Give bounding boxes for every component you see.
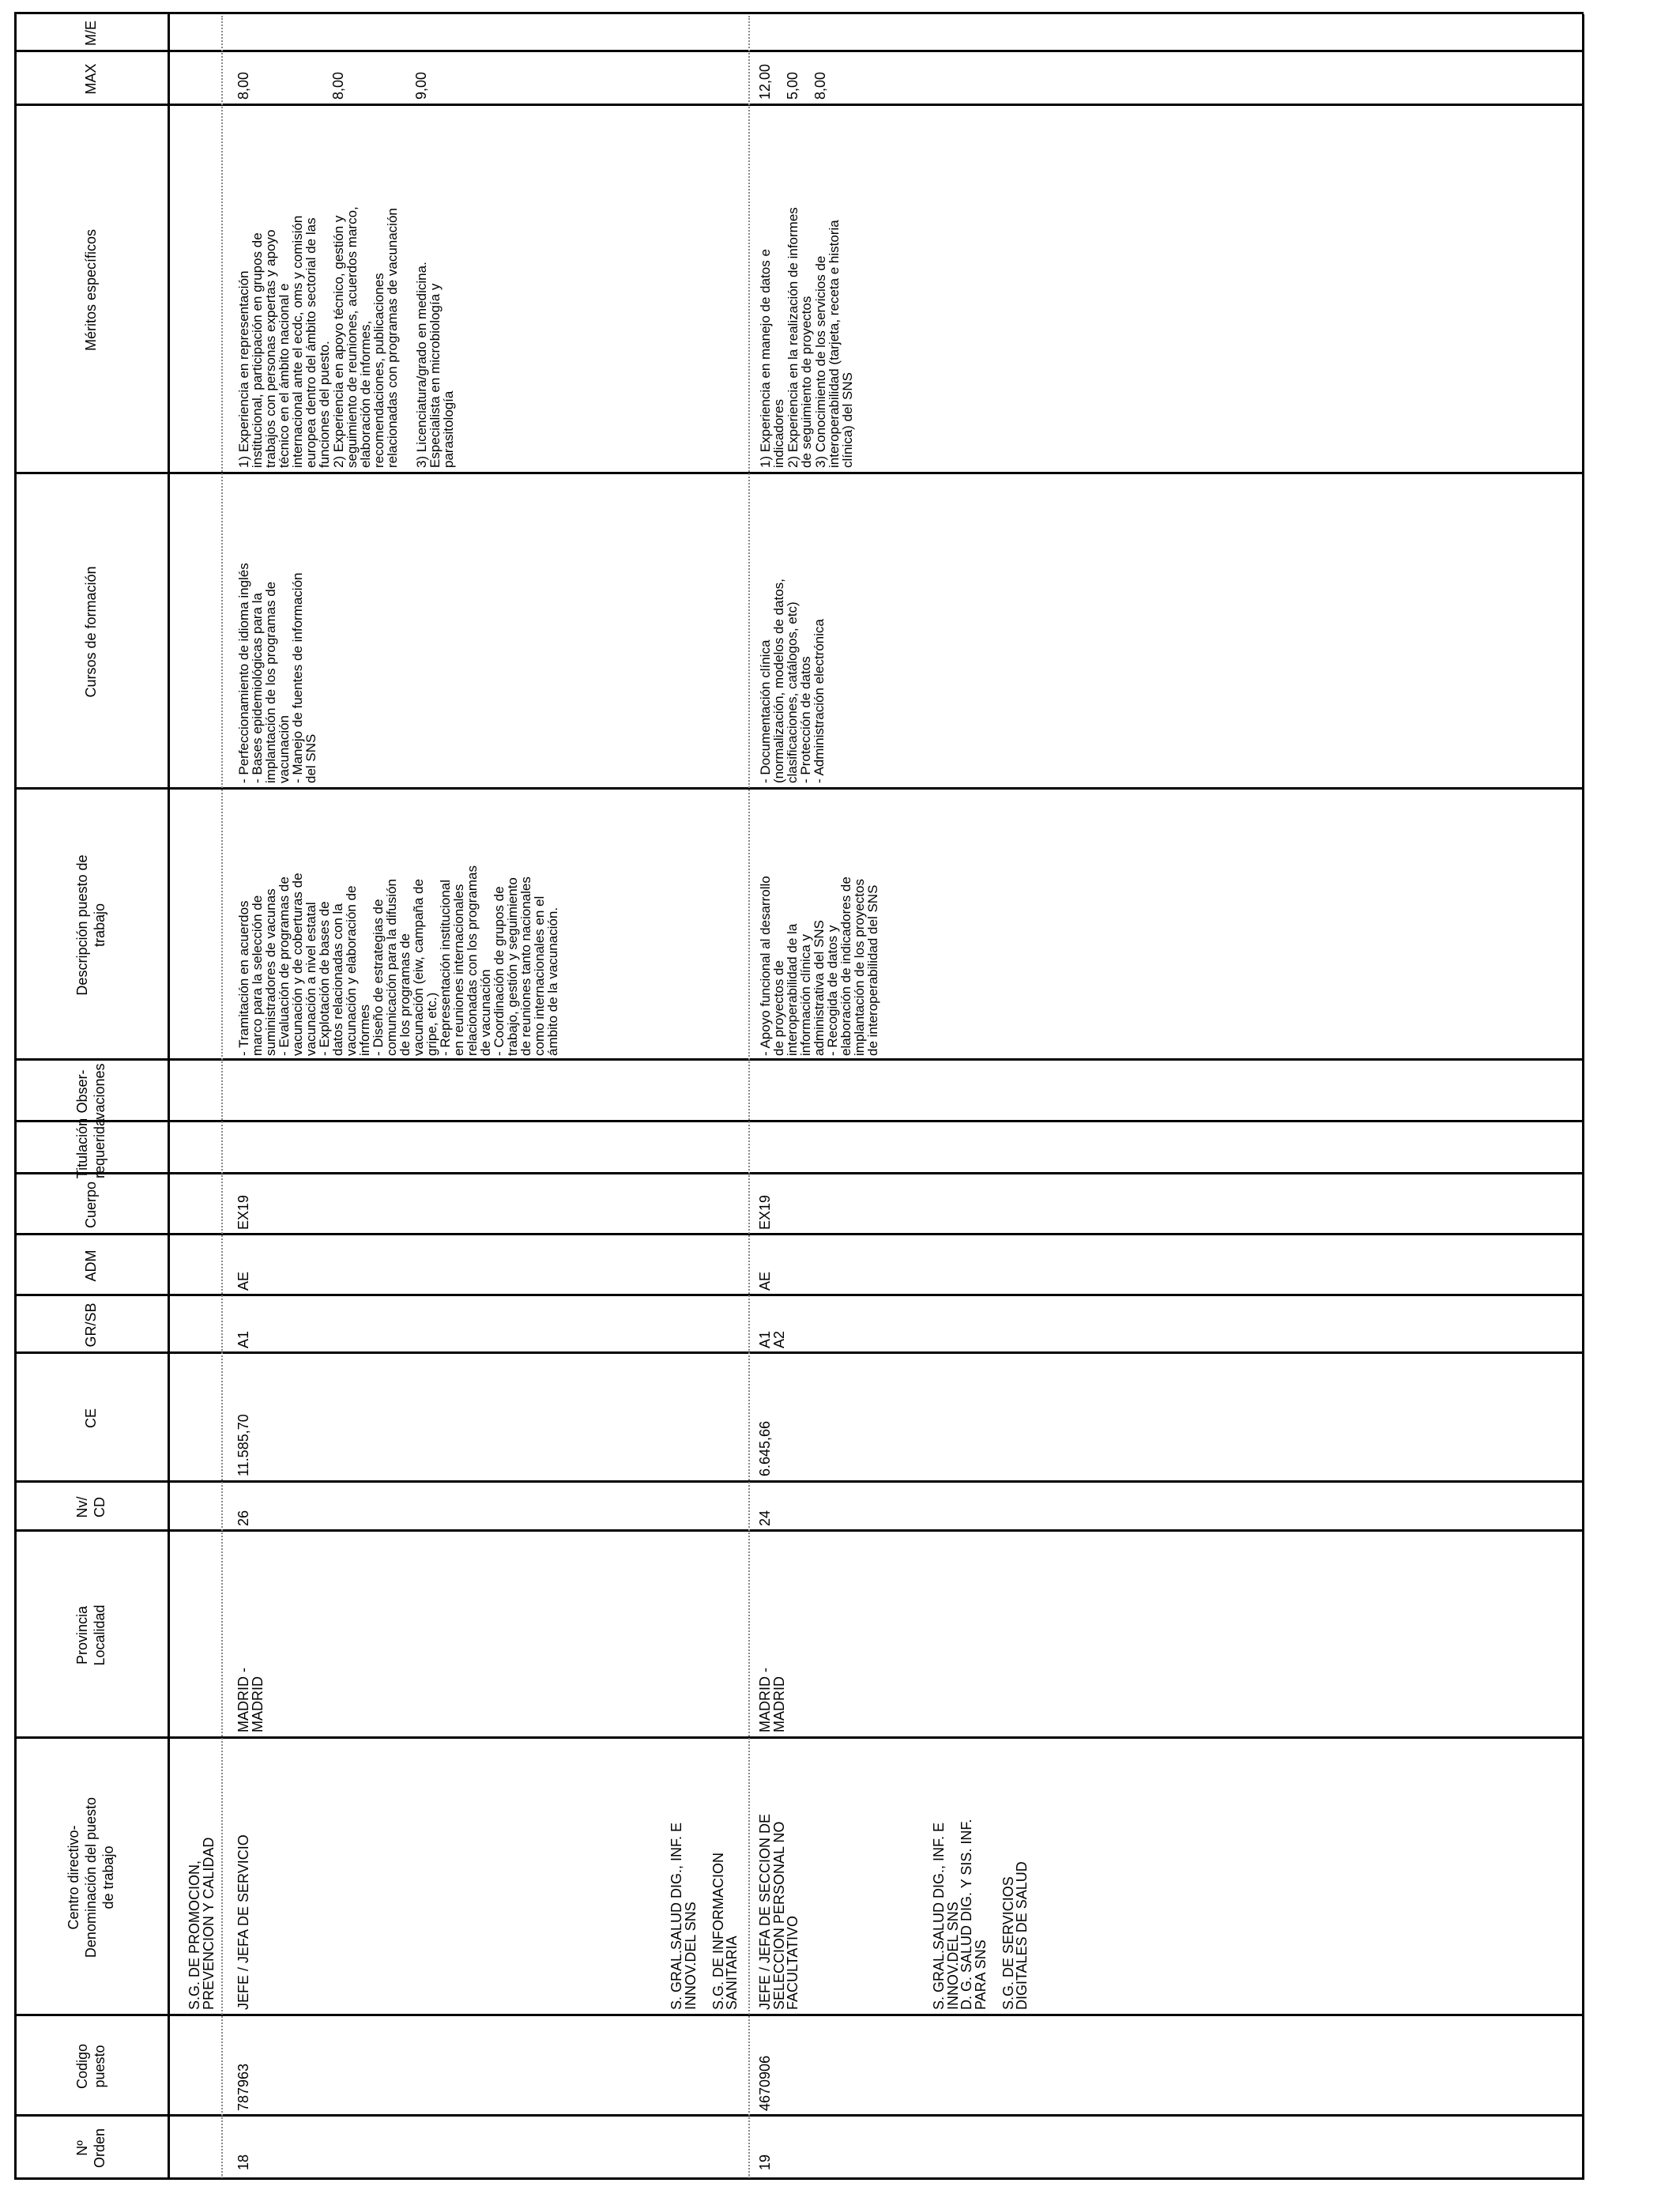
row-merito-3-max: 8,00 — [812, 71, 828, 100]
row-cuerpo: EX19 — [757, 1194, 773, 1230]
col-sep — [14, 787, 1584, 790]
col-sep — [14, 1529, 1584, 1532]
col-sep — [14, 50, 1584, 52]
header-meritos: Méritos específicos — [83, 228, 99, 352]
col-sep — [14, 1294, 1584, 1296]
row-merito-1-max: 8,00 — [235, 71, 251, 100]
row-merito-1: 1) Experiencia en manejo de datos e indicadores — [758, 249, 786, 468]
table-left-border — [14, 2177, 1584, 2180]
section-unit-informacion-sanitaria: S. GRAL.SALUD DIG., INF. E INNOV.DEL SNS S.G. DE INFORMACION SANITARIA — [669, 1822, 740, 2010]
col-sep — [14, 2114, 1584, 2117]
header-provincia: Provincia Localidad — [74, 1604, 107, 1666]
row-provincia: MADRID - MADRID — [757, 1668, 787, 1732]
row-codigo: 787963 — [235, 2063, 251, 2111]
row-merito-3: 3) Conocimiento de los servicios de interoperabilidad (tarjeta, receta e historia clínica) del SNS — [813, 220, 855, 468]
row-merito-3: 3) Licenciatura/grado en medicina. Especialista en microbiología y parasitología — [414, 262, 456, 468]
header-codigo: Codigo puesto — [74, 2043, 107, 2090]
row-merito-1: 1) Experiencia en representación institucional, participación en grupos de trabajos con personas expertas y apoyo técnico en el ámbito nacional e internacional ante el ecdc, oms y comisión europea dentro del ámbito sectorial de las funciones del puesto. — [236, 215, 332, 468]
col-sep — [14, 1480, 1584, 1483]
header-ce: CE — [83, 1408, 99, 1429]
row-provincia: MADRID - MADRID — [235, 1668, 266, 1732]
header-bottom-border — [168, 14, 170, 2180]
row-descripcion: - Tramitación en acuerdos marco para la selección de suministradores de vacunas - Evaluación de programas de vacunación y de coberturas de vacunación a nivel estatal - Explotación de bases de datos relacionadas con la vacunación y elaboración de informes - Diseño de estrategias de comunicación para la difusión de los programas de vacunación (eiw, campaña de gripe, etc.) - Representación institucional en reuniones internacionales relacionadas con los programas de vacunación - Coordinación de grupos de trabajo, gestión y seguimiento de reuniones tanto nacionales como internacionales en el ámbito de la vacunación. — [236, 865, 560, 1056]
row-grupo: A1 A2 — [757, 1330, 787, 1348]
col-sep — [14, 1120, 1584, 1122]
header-max: MAX — [83, 63, 99, 95]
header-grupo: GR/SB — [83, 1302, 99, 1348]
row-adm: AE — [235, 1271, 251, 1291]
row-merito-2: 2) Experiencia en apoyo técnico, gestión y seguimiento de reuniones, acuerdos marco, elaboración de informes, recomendaciones, publicaciones relacionadas con programas de vacunación — [331, 206, 400, 468]
header-me: M/E — [83, 21, 99, 47]
row-separator-18 — [221, 16, 223, 2178]
header-observaciones: Obser- vaciones — [74, 1063, 107, 1120]
header-orden: Nº Orden — [74, 2128, 107, 2169]
row-merito-1-max: 12,00 — [757, 63, 773, 100]
row-descripcion: - Apoyo funcional al desarrollo de proyectos de interoperabilidad de la información clínica y administrativa del SNS - Recogida de datos y elaboración de indicadores de implantación de los proyectos de interoperabilidad del SNS — [758, 876, 880, 1056]
row-merito-2-max: 8,00 — [330, 71, 346, 100]
row-ce: 6.645,66 — [757, 1420, 773, 1476]
row-denominacion: JEFE / JEFA DE SECCION DE SELECCION PERSONAL NO FACULTATIVO — [757, 1813, 800, 2010]
row-denominacion: JEFE / JEFA DE SERVICIO — [235, 1834, 251, 2010]
row-grupo: A1 — [235, 1330, 251, 1348]
col-sep — [14, 1736, 1584, 1739]
header-cursos: Cursos de formación — [83, 566, 99, 698]
row-merito-2: 2) Experiencia en la realización de informes de seguimiento de proyectos — [785, 207, 814, 468]
row-cursos: - Perfeccionamiento de idioma inglés - Bases epidemiológicas para la implantación de los programas de vacunación - Manejo de fuentes de información del SNS — [236, 563, 318, 783]
header-nivel: Nv/ CD — [74, 1496, 107, 1518]
section-unit-promocion: S.G. DE PROMOCION, PREVENCION Y CALIDAD — [186, 1837, 217, 2010]
row-codigo: 4670906 — [757, 2055, 773, 2111]
header-adm: ADM — [83, 1250, 99, 1282]
row-separator-19 — [748, 16, 750, 2178]
section-unit-servicios-digitales: S. GRAL.SALUD DIG., INF. E INNOV.DEL SNS D. G. SALUD DIG. Y SIS. INF. PARA SNS S.G. DE SERVICIOS DIGITALES DE SALUD — [931, 1819, 1030, 2010]
row-merito-2-max: 5,00 — [785, 71, 800, 100]
row-cuerpo: EX19 — [235, 1194, 251, 1230]
row-orden: 19 — [757, 2154, 773, 2170]
table-bottom-border — [1582, 14, 1584, 2180]
header-cuerpo: Cuerpo — [83, 1181, 99, 1229]
col-sep — [14, 2014, 1584, 2016]
row-nivel: 24 — [757, 1510, 773, 1526]
row-nivel: 26 — [235, 1510, 251, 1526]
col-sep — [14, 1233, 1584, 1235]
row-merito-3-max: 9,00 — [413, 71, 429, 100]
row-adm: AE — [757, 1271, 773, 1291]
col-sep — [14, 1351, 1584, 1354]
header-titulacion: Titulación requerida — [74, 1118, 107, 1179]
col-sep — [14, 104, 1584, 106]
col-sep — [14, 1058, 1584, 1061]
row-cursos: - Documentación clínica (normalización, modelos de datos, clasificaciones, catálogos, etc) - Protección de datos - Administración electrónica — [758, 579, 827, 783]
col-sep — [14, 1172, 1584, 1174]
header-centro: Centro directivo- Denominación del puesto de trabajo — [66, 1796, 116, 1958]
row-ce: 11.585,70 — [235, 1414, 251, 1476]
col-sep — [14, 472, 1584, 474]
row-orden: 18 — [235, 2154, 251, 2170]
header-descripcion: Descripción puesto de trabajo — [74, 854, 107, 996]
table-right-border — [14, 12, 1584, 14]
